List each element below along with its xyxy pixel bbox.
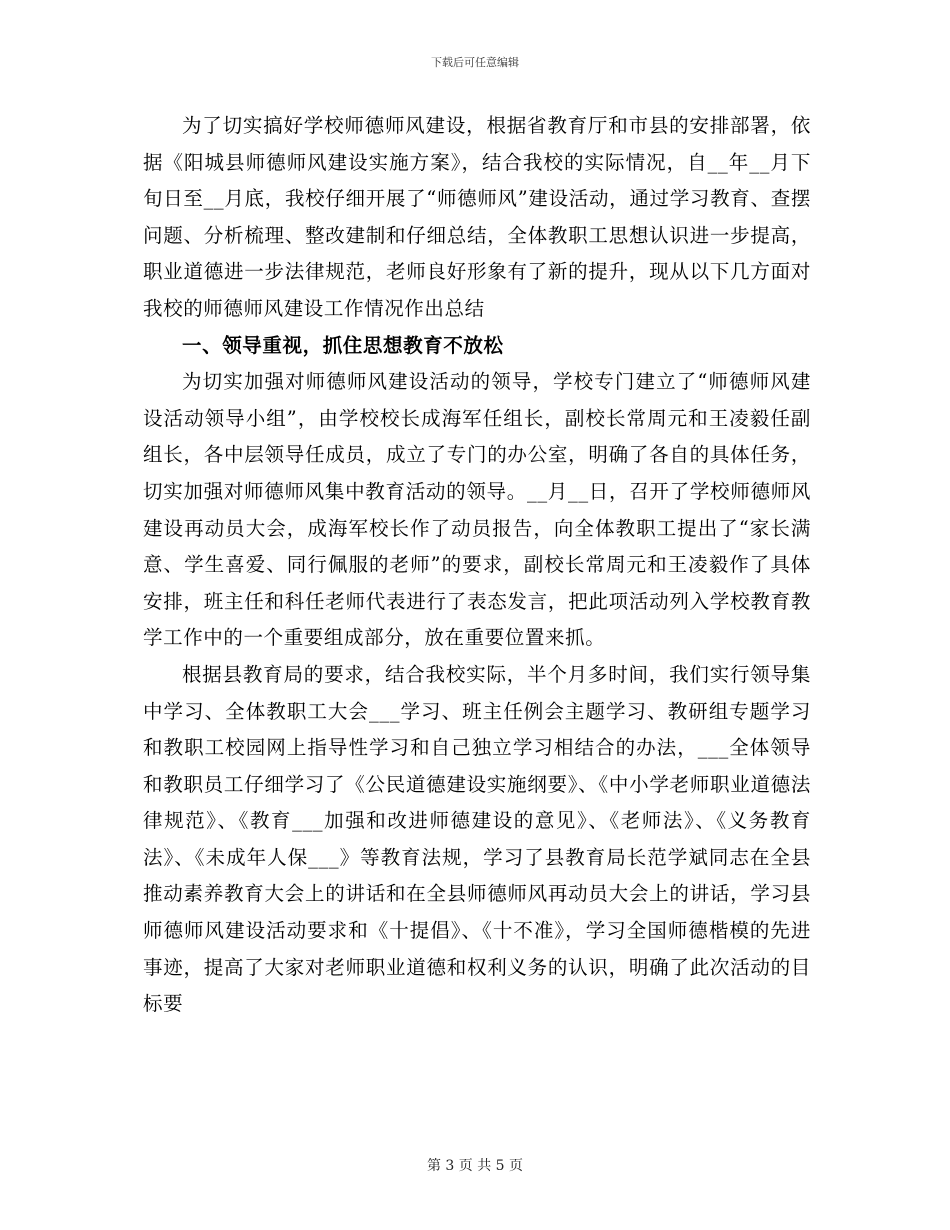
section-paragraph-2: 根据县教育局的要求，结合我校实际，半个月多时间，我们实行领导集中学习、全体教职工大会___学习、班主任例会主题学习、教研组专题学习和教职工校园网上指导性学习和自己独立学习相结合的办法，___全体领导和教职员工仔细学习了《公民道德建设实施纲要》、《中小学老师职业道德法律规范》、《教育___加强和改进师德建设的意见》、《老师法》、《义务教育法》、《未成年人保___》等教育法规，学习了县教育局长范学斌同志在全县推动素养教育大会上的讲话和在全县师德师风再动员大会上的讲话，学习县师德师风建设活动要求和《十提倡》、《十不准》，学习全国师德楷模的先进事迹，提高了大家对老师职业道德和权利义务的认识，明确了此次活动的目标要: [143, 662, 811, 1016]
header-note: 下载后可任意编辑: [431, 56, 519, 69]
section-heading: 一、领导重视，抓住思想教育不放松: [182, 333, 504, 357]
section-paragraph-1: 为切实加强对师德师风建设活动的领导，学校专门建立了“师德师风建设活动领导小组”，由学校校长成海军任组长，副校长常周元和王凌毅任副组长，各中层领导任成员，成立了专门的办公室，明确了各自的具体任务，切实加强对师德师风集中教育活动的领导。__月__日，召开了学校师德师风建设再动员大会，成海军校长作了动员报告，向全体教职工提出了“家长满意、学生喜爱、同行佩服的老师”的要求，副校长常周元和王凌毅作了具体安排，班主任和科任老师代表进行了表态发言，把此项活动列入学校教育教学工作中的一个重要组成部分，放在重要位置来抓。: [143, 370, 811, 650]
document-body: [143, 108, 811, 1023]
page-footer: 第 3 页 共 5 页: [426, 1158, 524, 1174]
intro-paragraph: 为了切实搞好学校师德师风建设，根据省教育厅和市县的安排部署，依据《阳城县师德师风建设实施方案》，结合我校的实际情况，自__年__月下旬日至__月底，我校仔细开展了“师德师风”建设活动，通过学习教育、查摆问题、分析梳理、整改建制和仔细总结，全体教职工思想认识进一步提高，职业道德进一步法律规范，老师良好形象有了新的提升，现从以下几方面对我校的师德师风建设工作情况作出总结: [143, 114, 811, 320]
